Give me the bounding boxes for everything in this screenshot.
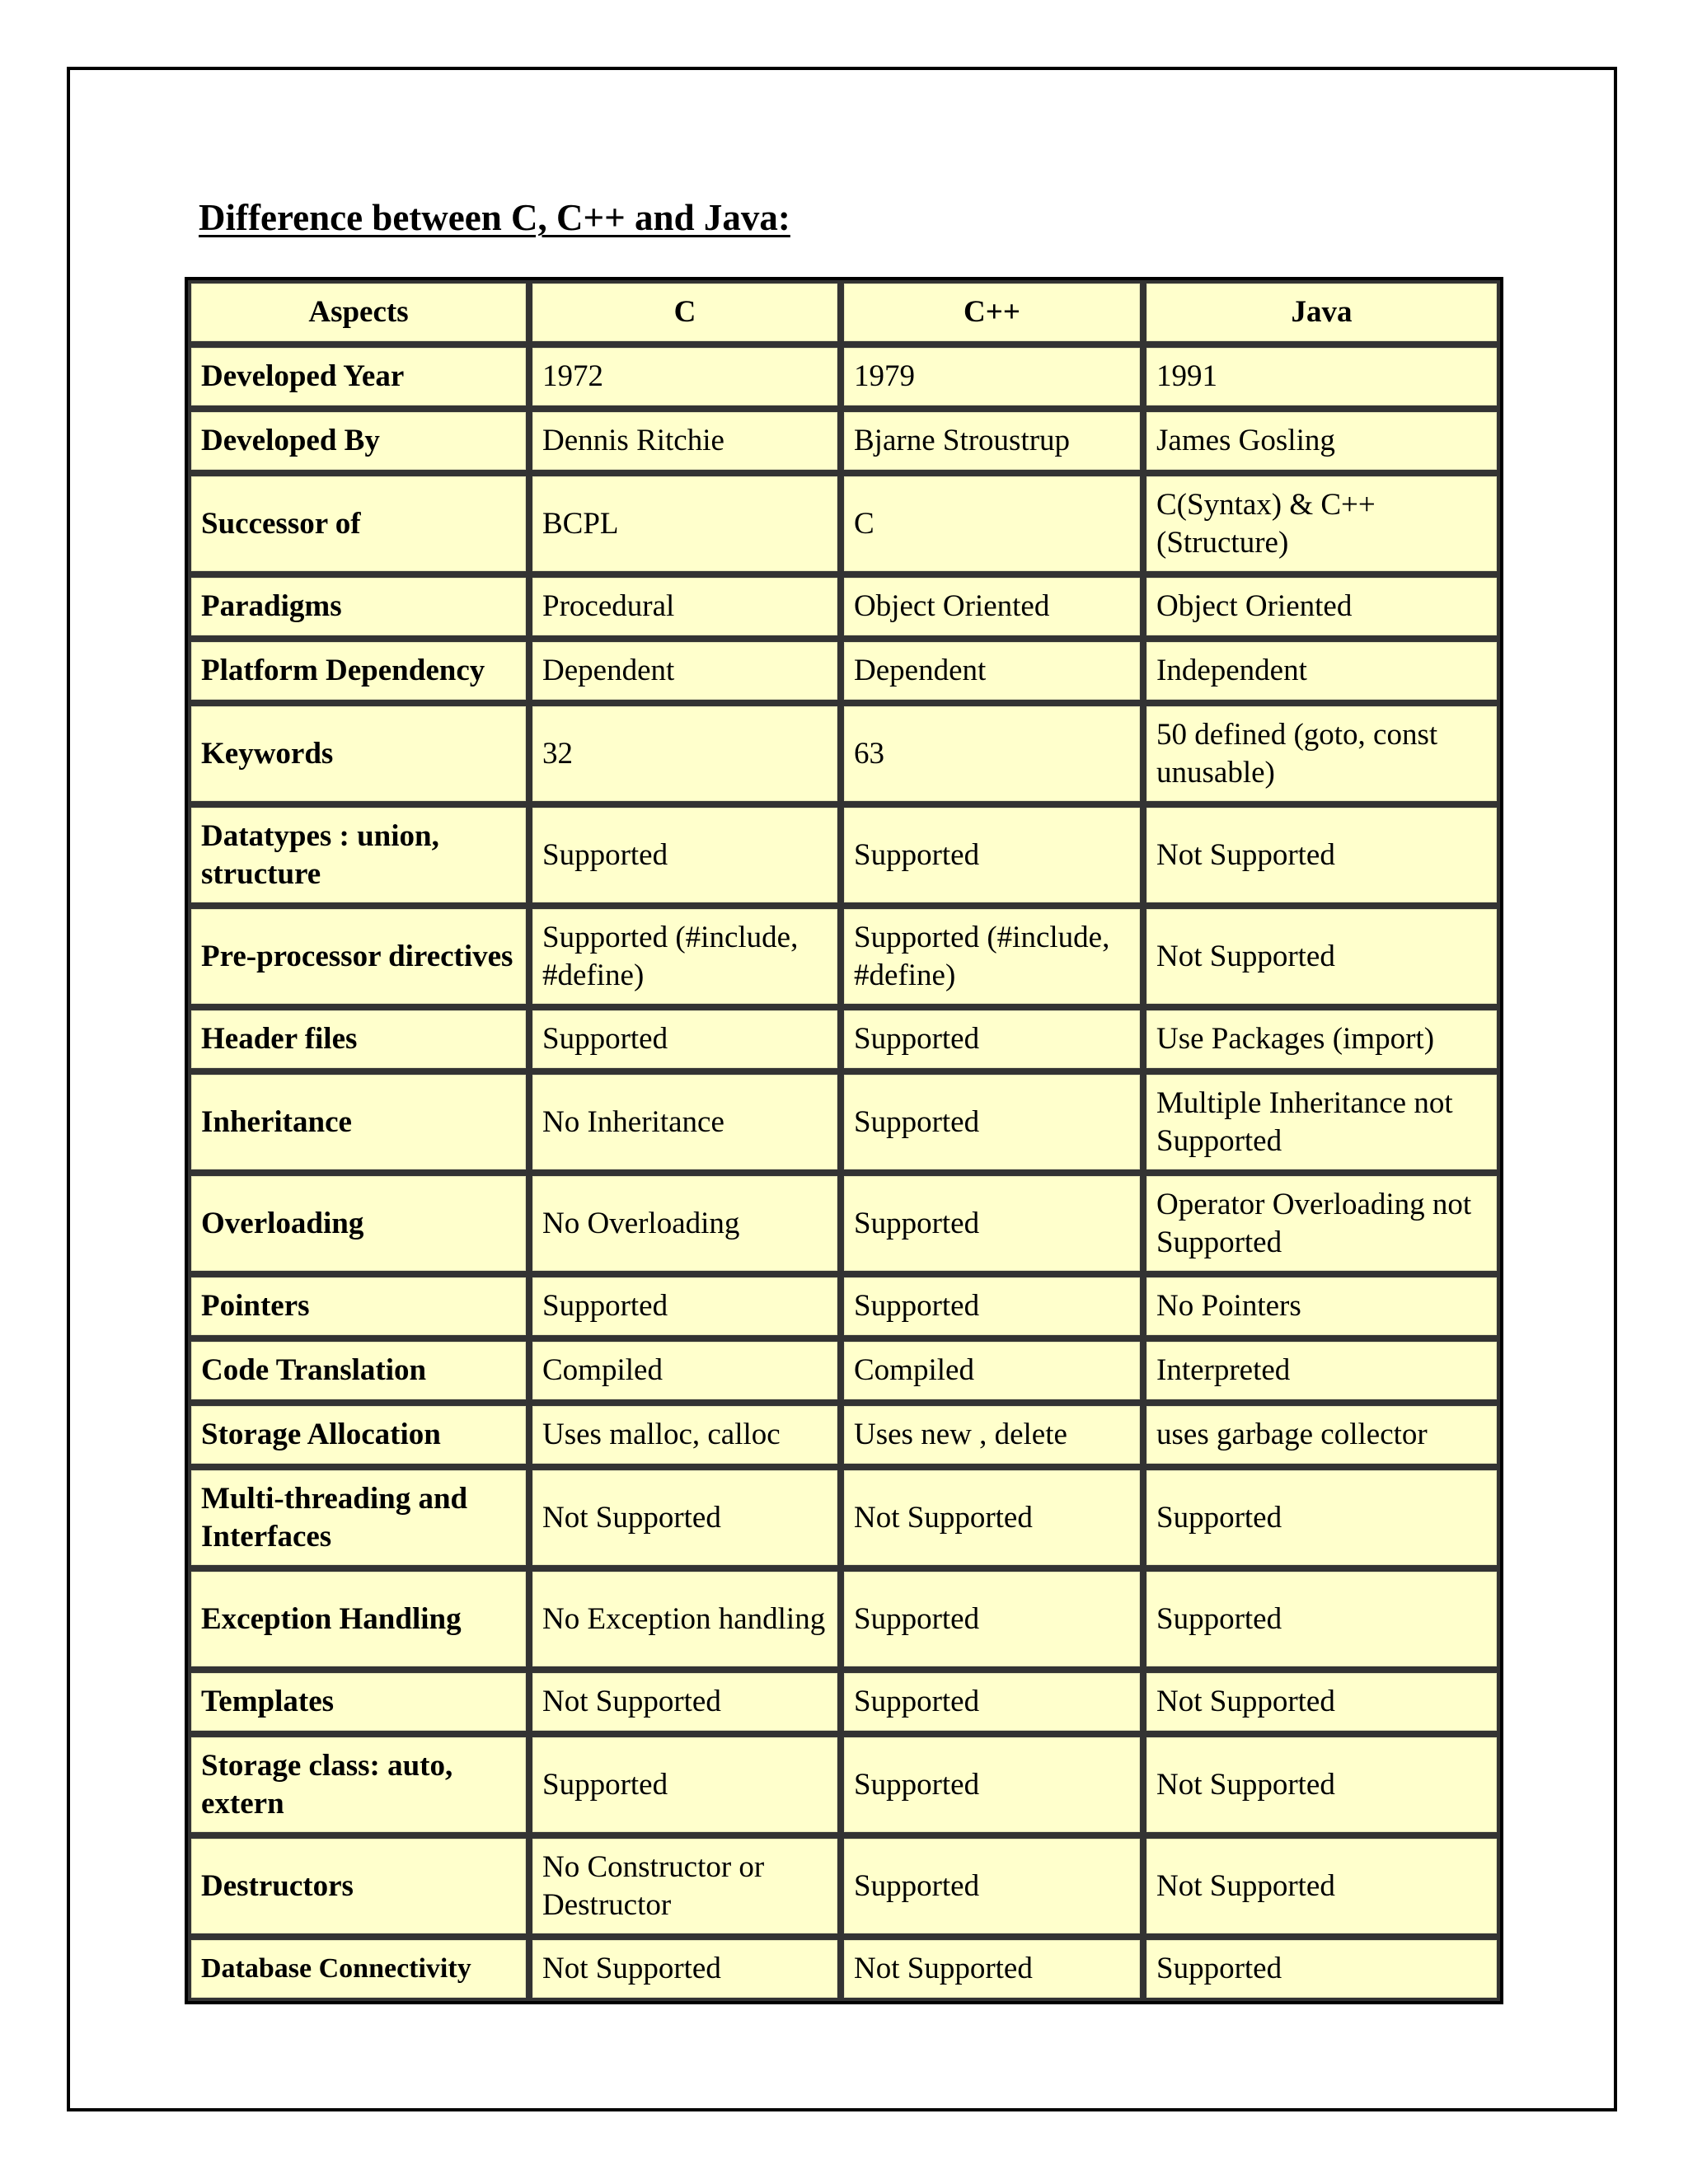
cell-cpp: Bjarne Stroustrup [841, 409, 1143, 473]
cell-c: Supported [529, 1734, 841, 1835]
cell-java: Supported [1143, 1937, 1500, 2001]
cell-c: Procedural [529, 574, 841, 639]
table-row [188, 1274, 1500, 1338]
cell-java: Not Supported [1143, 906, 1500, 1007]
cell-cpp: Supported [841, 804, 1143, 906]
cell-java: 1991 [1143, 344, 1500, 409]
cell-java: Operator Overloading not Supported [1143, 1173, 1500, 1274]
row-aspect: Storage class: auto, extern [188, 1734, 529, 1835]
cell-java: Object Oriented [1143, 574, 1500, 639]
cell-cpp: Supported (#include, #define) [841, 906, 1143, 1007]
cell-cpp: Uses new , delete [841, 1403, 1143, 1467]
cell-c: BCPL [529, 473, 841, 574]
cell-c: 1972 [529, 344, 841, 409]
row-aspect: Code Translation [188, 1338, 529, 1403]
cell-c: Not Supported [529, 1670, 841, 1734]
row-aspect: Database Connectivity [188, 1937, 529, 2001]
cell-cpp: 63 [841, 703, 1143, 804]
header-cpp: C++ [841, 280, 1143, 344]
cell-cpp: Object Oriented [841, 574, 1143, 639]
cell-c: Supported [529, 1007, 841, 1071]
cell-java: Independent [1143, 639, 1500, 703]
table-row [188, 703, 1500, 804]
cell-cpp: Supported [841, 1670, 1143, 1734]
row-aspect: Paradigms [188, 574, 529, 639]
cell-cpp: Supported [841, 1173, 1143, 1274]
cell-java: Not Supported [1143, 1835, 1500, 1937]
cell-c: No Constructor or Destructor [529, 1835, 841, 1937]
cell-java: Supported [1143, 1568, 1500, 1670]
cell-c: No Inheritance [529, 1071, 841, 1173]
cell-cpp: Supported [841, 1835, 1143, 1937]
cell-java: C(Syntax) & C++ (Structure) [1143, 473, 1500, 574]
row-aspect: Keywords [188, 703, 529, 804]
table-row [188, 1937, 1500, 2001]
cell-cpp: Supported [841, 1568, 1143, 1670]
table-row [188, 804, 1500, 906]
row-aspect: Pointers [188, 1274, 529, 1338]
row-aspect: Developed By [188, 409, 529, 473]
cell-cpp: 1979 [841, 344, 1143, 409]
cell-cpp: Supported [841, 1071, 1143, 1173]
table-body [188, 344, 1500, 2001]
row-aspect: Storage Allocation [188, 1403, 529, 1467]
page-title: Difference between C, C++ and Java: [199, 197, 790, 238]
table-row [188, 1403, 1500, 1467]
table-row [188, 1568, 1500, 1670]
table-header [188, 280, 1500, 344]
cell-c: Supported [529, 804, 841, 906]
cell-c: No Exception handling [529, 1568, 841, 1670]
row-aspect: Multi-threading and Interfaces [188, 1467, 529, 1568]
cell-c: Not Supported [529, 1937, 841, 2001]
cell-c: Compiled [529, 1338, 841, 1403]
table-row [188, 344, 1500, 409]
cell-cpp: C [841, 473, 1143, 574]
header-row [188, 280, 1500, 344]
cell-cpp: Not Supported [841, 1937, 1143, 2001]
cell-java: uses garbage collector [1143, 1403, 1500, 1467]
row-aspect: Templates [188, 1670, 529, 1734]
table-row [188, 1338, 1500, 1403]
cell-java: No Pointers [1143, 1274, 1500, 1338]
row-aspect: Inheritance [188, 1071, 529, 1173]
cell-c: Supported [529, 1274, 841, 1338]
table-row [188, 574, 1500, 639]
table-row [188, 1670, 1500, 1734]
cell-cpp: Dependent [841, 639, 1143, 703]
cell-java: Not Supported [1143, 1734, 1500, 1835]
table-row [188, 409, 1500, 473]
cell-c: 32 [529, 703, 841, 804]
table-row [188, 1071, 1500, 1173]
table-row [188, 1467, 1500, 1568]
row-aspect: Overloading [188, 1173, 529, 1274]
cell-cpp: Supported [841, 1734, 1143, 1835]
cell-cpp: Compiled [841, 1338, 1143, 1403]
cell-c: Not Supported [529, 1467, 841, 1568]
cell-java: Supported [1143, 1467, 1500, 1568]
cell-java: Multiple Inheritance not Supported [1143, 1071, 1500, 1173]
cell-c: Dependent [529, 639, 841, 703]
table-row [188, 906, 1500, 1007]
cell-cpp: Not Supported [841, 1467, 1143, 1568]
table-row [188, 473, 1500, 574]
cell-java: Interpreted [1143, 1338, 1500, 1403]
comparison-table [185, 277, 1503, 2004]
table-row [188, 1734, 1500, 1835]
cell-c: No Overloading [529, 1173, 841, 1274]
header-c: C [529, 280, 841, 344]
cell-cpp: Supported [841, 1007, 1143, 1071]
cell-java: Not Supported [1143, 804, 1500, 906]
table-row [188, 1835, 1500, 1937]
cell-java: Not Supported [1143, 1670, 1500, 1734]
cell-cpp: Supported [841, 1274, 1143, 1338]
table-row [188, 1007, 1500, 1071]
row-aspect: Platform Dependency [188, 639, 529, 703]
row-aspect: Datatypes : union, structure [188, 804, 529, 906]
row-aspect: Developed Year [188, 344, 529, 409]
row-aspect: Destructors [188, 1835, 529, 1937]
header-java: Java [1143, 280, 1500, 344]
header-aspects: Aspects [188, 280, 529, 344]
cell-java: 50 defined (goto, const unusable) [1143, 703, 1500, 804]
cell-java: Use Packages (import) [1143, 1007, 1500, 1071]
row-aspect: Successor of [188, 473, 529, 574]
row-aspect: Pre-processor directives [188, 906, 529, 1007]
cell-java: James Gosling [1143, 409, 1500, 473]
cell-c: Supported (#include, #define) [529, 906, 841, 1007]
row-aspect: Exception Handling [188, 1568, 529, 1670]
cell-c: Uses malloc, calloc [529, 1403, 841, 1467]
cell-c: Dennis Ritchie [529, 409, 841, 473]
row-aspect: Header files [188, 1007, 529, 1071]
table-row [188, 639, 1500, 703]
table-row [188, 1173, 1500, 1274]
